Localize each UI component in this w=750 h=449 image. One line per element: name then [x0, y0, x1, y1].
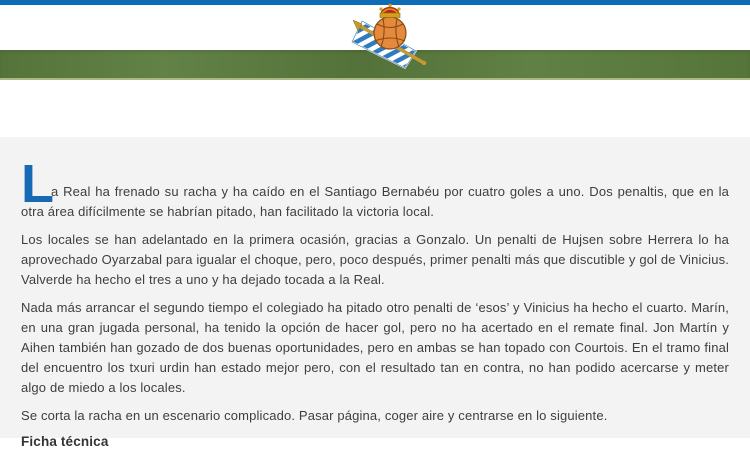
site-header: [0, 0, 750, 137]
article-paragraph-1: [21, 154, 729, 222]
article-paragraph-4: Se corta la racha en un escenario complicado. Pasar página, coger aire y centrarse en lo siguiente.: [21, 408, 608, 423]
real-sociedad-crest-icon[interactable]: [350, 2, 428, 68]
section-heading: Ficha técnica: [21, 434, 109, 449]
article-paragraph-2: Los locales se han adelantado en la primera ocasión, gracias a Gonzalo. Un penalti de Hujsen sobre Herrera lo ha aprovechado Oyarzabal para igualar el choque, pero, poco después, primer penalti más que discutible y gol de Vinicius. Valverde ha hecho el tres a uno y ha dejado tocada a la Real.: [21, 232, 729, 287]
article-paragraph-3: Nada más arrancar el segundo tiempo el colegiado ha pitado otro penalti de ‘esos’ y Vinicius ha hecho el cuarto. Marín, en una gran jugada personal, ha tenido la opción de hacer gol, pero no ha acertado en el remate final. Jon Martín y Aihen también han gozado de dos buenas oportunidades, pero en ambas se han topado con Courtois. En el tramo final del encuentro los txuri urdin han estado mejor pero, con el resultado tan en contra, no han podido acercarse y meter algo de miedo a los locales.: [21, 300, 729, 395]
article-body: [0, 137, 750, 449]
dropcap-letter: L: [21, 154, 55, 214]
header-white-band-lower: [0, 80, 750, 137]
paragraph-1-text: a Real ha frenado su racha y ha caído en el Santiago Bernabéu por cuatro goles a uno. Dos penaltis, que en la otra área difícilmente se habrían pitado, han facilitado la victoria local.: [21, 184, 729, 219]
